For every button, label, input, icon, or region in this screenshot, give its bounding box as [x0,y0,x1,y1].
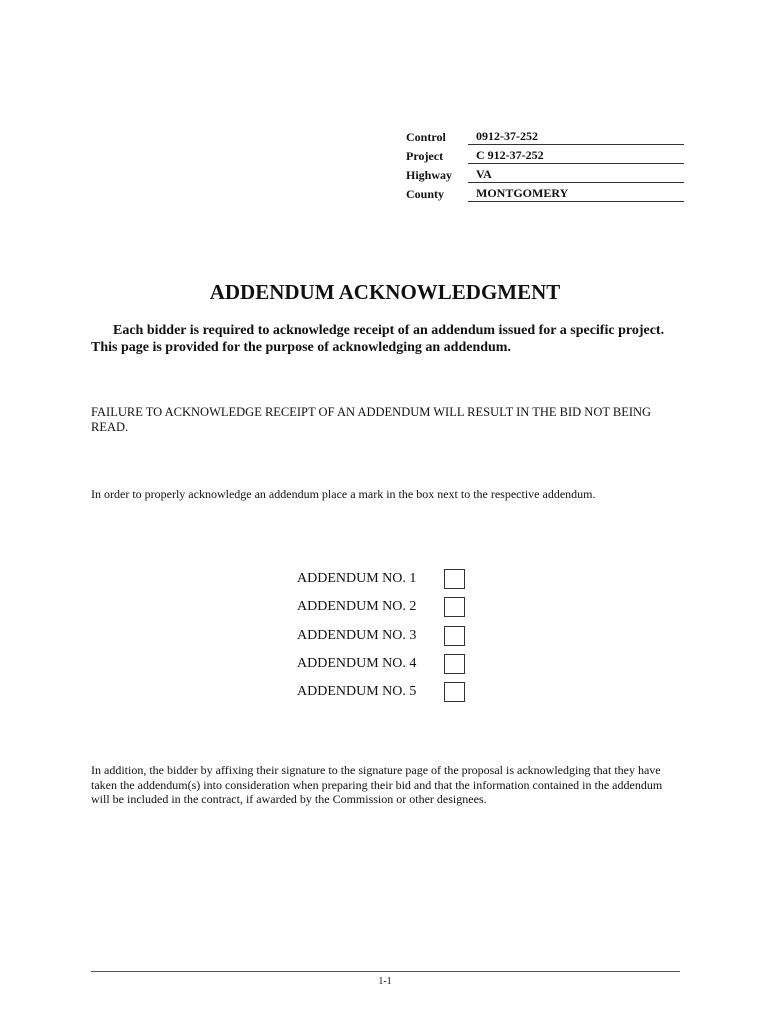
control-label: Control [406,129,446,144]
info-row-highway [404,164,684,183]
county-label: County [406,186,445,201]
addendum-checkbox-5[interactable] [444,682,465,702]
county-value: MONTGOMERY [468,183,684,202]
addendum-checkbox-3[interactable] [444,626,465,646]
addendum-label: ADDENDUM NO. 5 [297,684,417,700]
control-value: 0912-37-252 [468,126,684,145]
page-number: 1-1 [378,976,392,987]
addendum-label: ADDENDUM NO. 1 [297,571,417,587]
info-row-county [404,183,684,202]
addendum-label: ADDENDUM NO. 4 [297,656,417,672]
highway-value: VA [468,164,684,183]
addendum-row-5 [297,678,465,706]
addendum-row-3 [297,622,465,650]
project-info-table [404,126,684,202]
footer-divider [91,971,680,972]
addendum-row-4 [297,650,465,678]
info-row-project [404,145,684,164]
intro-paragraph: Each bidder is required to acknowledge receipt of an addendum issued for a specific project. This page is provided for the purpose of acknowledging an addendum. [91,323,665,355]
addendum-checkbox-1[interactable] [444,569,465,589]
project-label: Project [406,148,444,163]
addendum-label: ADDENDUM NO. 2 [297,599,417,615]
warning-paragraph: FAILURE TO ACKNOWLEDGE RECEIPT OF AN ADDENDUM WILL RESULT IN THE BID NOT BEING READ. [91,405,652,434]
addendum-row-1 [297,565,465,593]
addendum-checkbox-4[interactable] [444,654,465,674]
addendum-label: ADDENDUM NO. 3 [297,627,417,643]
addendum-row-2 [297,593,465,621]
project-value: C 912-37-252 [468,145,684,164]
addenda-list [297,565,465,706]
closing-paragraph: In addition, the bidder by affixing their signature to the signature page of the proposal is acknowledging that they have taken the addendum(s) into consideration when preparing their bid and that the information contained in the addendum will be included in the contract, if awarded by the Commission or other designees. [91,763,663,806]
instruction-paragraph: In order to properly acknowledge an addendum place a mark in the box next to the respective addendum. [91,487,596,501]
info-row-control [404,126,684,145]
page-title: ADDENDUM ACKNOWLEDGMENT [209,280,561,304]
addendum-checkbox-2[interactable] [444,597,465,617]
highway-label: Highway [406,167,453,182]
